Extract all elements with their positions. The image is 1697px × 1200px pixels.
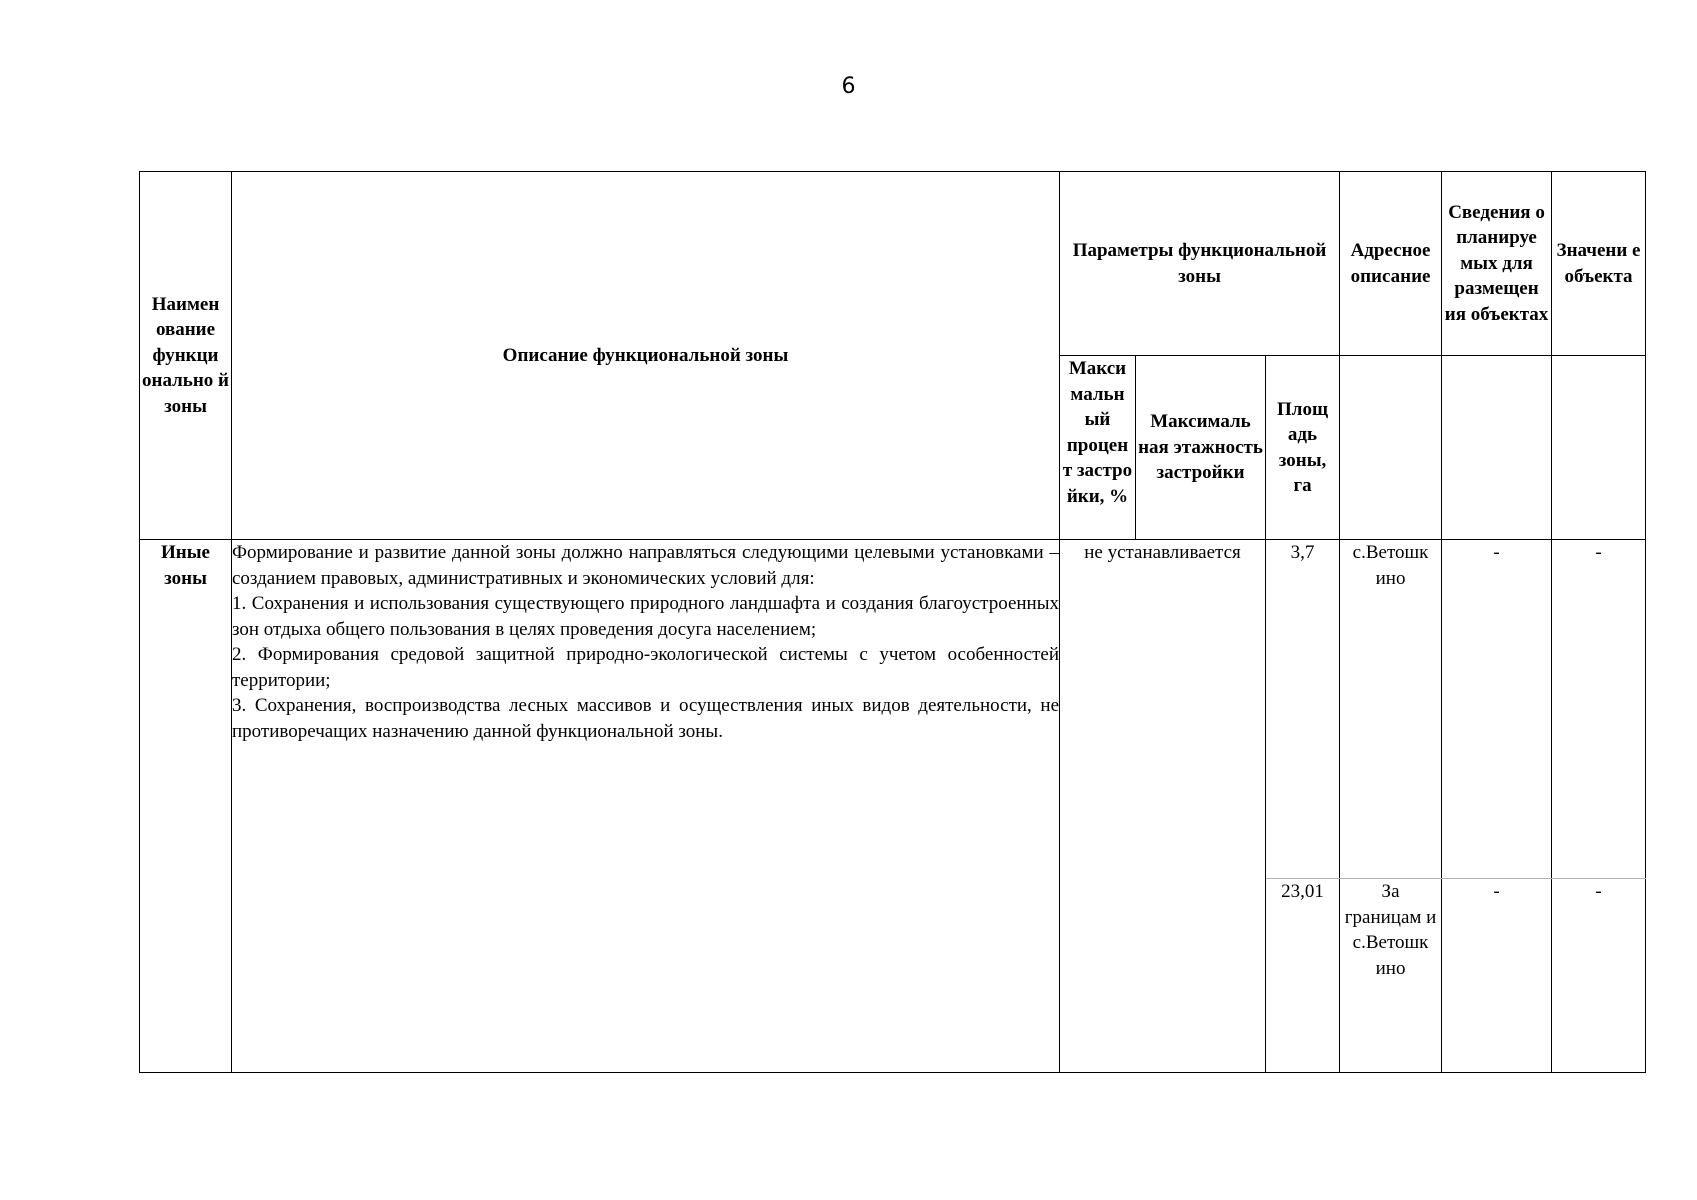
address-cell: с.Ветошк ино <box>1340 540 1442 879</box>
zone-area-cell: 3,7 <box>1266 540 1340 879</box>
header-address-description: Адресное описание <box>1340 172 1442 356</box>
table-header-row <box>140 172 1646 356</box>
header-max-building-percent: Макси мальн ый процен т застро йки, % <box>1060 356 1136 540</box>
description-paragraph: 1. Сохранения и использования существующего природного ландшафта и создания благоустроенных зон отдыха общего пользования в целях проведения досуга населением; <box>232 593 1059 640</box>
description-paragraph: Формирование и развитие данной зоны должно направляться следующими целевыми установками – созданием правовых, административных и экономических условий для: <box>232 542 1059 589</box>
significance-cell: - <box>1552 879 1646 1073</box>
header-zone-description: Описание функциональной зоны <box>232 172 1060 540</box>
description-paragraph: 3. Сохранения, воспроизводства лесных массивов и осуществления иных видов деятельности, не противоречащих назначению данной функциональной зоны. <box>232 695 1059 742</box>
address-cell: За границам и с.Ветошк ино <box>1340 879 1442 1073</box>
header-object-significance: Значени е объекта <box>1552 172 1646 356</box>
functional-zones-table <box>139 171 1646 1073</box>
planned-objects-cell: - <box>1442 879 1552 1073</box>
header-empty-significance <box>1552 356 1646 540</box>
significance-cell: - <box>1552 540 1646 879</box>
page-number: 6 <box>841 74 856 99</box>
header-zone-parameters: Параметры функциональной зоны <box>1060 172 1340 356</box>
header-max-floors: Максималь ная этажность застройки <box>1136 356 1266 540</box>
zone-description-cell <box>232 540 1060 1073</box>
table-row <box>140 540 1646 879</box>
params-value-cell: не устанавливается <box>1060 540 1266 1073</box>
header-empty-address <box>1340 356 1442 540</box>
header-planned-objects: Сведения о планируе мых для размещен ия объектах <box>1442 172 1552 356</box>
header-empty-planned <box>1442 356 1552 540</box>
planned-objects-cell: - <box>1442 540 1552 879</box>
header-zone-area: Площ адь зоны, га <box>1266 356 1340 540</box>
header-zone-name: Наимен ование функци онально й зоны <box>140 172 232 540</box>
zone-area-cell: 23,01 <box>1266 879 1340 1073</box>
description-paragraph: 2. Формирования средовой защитной природно-экологической системы с учетом особенностей территории; <box>232 644 1059 691</box>
zone-name-cell: Иные зоны <box>140 540 232 1073</box>
